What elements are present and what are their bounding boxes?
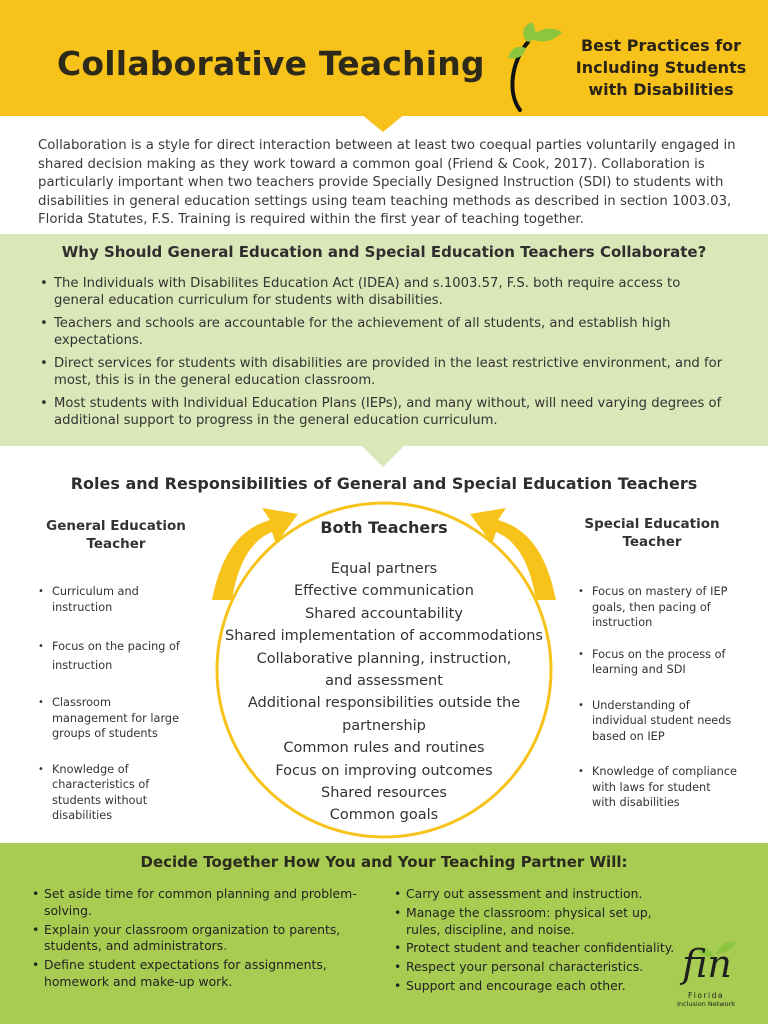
decide-title: Decide Together How You and Your Teaching Partner Will: — [140, 853, 628, 871]
both-item: Common goals — [329, 807, 439, 824]
fin-logo-line2: Inclusion Network — [676, 1000, 736, 1008]
general-teacher-list — [38, 584, 188, 824]
fin-logo-word: fin — [682, 942, 732, 986]
both-item: Additional responsibilities outside the partnership — [247, 695, 521, 734]
why-item: • Most students with Individual Education Plans (IEPs), and many without, will need varying degrees of additional support to progress in the general education curriculum. — [40, 396, 730, 429]
both-item: Shared resources — [321, 785, 447, 802]
special-item: • Understanding of individual student needs based on IEP — [578, 698, 738, 745]
special-teacher-list — [578, 584, 738, 811]
why-item: • The Individuals with Disabilites Education Act (IDEA) and s.1003.57, F.S. both require access to general education curriculum for students with disabilities. — [40, 276, 730, 309]
special-teacher-heading: Special Education Teacher — [584, 516, 720, 550]
both-item: Focus on improving outcomes — [275, 762, 493, 779]
general-item: • Classroom management for large groups of students — [38, 695, 188, 742]
why-item: • Teachers and schools are accountable for the achievement of all students, and establish high expectations. — [40, 316, 730, 349]
decide-right-list — [394, 886, 684, 997]
fin-logo — [676, 938, 746, 1018]
why-item: • Direct services for students with disabilities are provided in the least restrictive environment, and for most, this is in the general education classroom. — [40, 356, 730, 389]
roles-title: Roles and Responsibilities of General and Special Education Teachers — [70, 474, 698, 493]
both-teachers-list — [217, 558, 551, 827]
special-item: • Focus on mastery of IEP goals, then pacing of instruction — [578, 584, 738, 631]
special-item: • Knowledge of compliance with laws for student with disabilities — [578, 764, 738, 811]
both-item: Shared accountability — [305, 605, 463, 622]
both-item: Effective communication — [293, 583, 474, 600]
decide-item: • Define student expectations for assignments, homework and make-up work. — [32, 957, 372, 991]
general-item: • Knowledge of characteristics of students without disabilities — [38, 762, 188, 824]
decide-left-list — [32, 886, 372, 993]
decide-item: • Set aside time for common planning and problem-solving. — [32, 886, 372, 920]
general-item: • Curriculum and instruction — [38, 584, 188, 615]
header-banner — [0, 0, 768, 116]
decide-item: • Support and encourage each other. — [394, 978, 684, 995]
why-list — [40, 276, 730, 436]
both-item: Collaborative planning, instruction, and assessment — [256, 650, 512, 690]
general-teacher-heading: General Education Teacher — [46, 518, 186, 552]
why-notch — [361, 445, 405, 467]
both-item: Equal partners — [330, 561, 438, 577]
both-teachers-heading: Both Teachers — [320, 518, 448, 537]
decide-item: • Carry out assessment and instruction. — [394, 886, 684, 903]
fin-logo-line1: Florida — [687, 991, 724, 1000]
decide-item: • Respect your personal characteristics. — [394, 959, 684, 976]
header-notch — [361, 114, 405, 132]
intro-paragraph: Collaboration is a style for direct interaction between at least two coequal parties voluntarily engaged in shared decision making as they work toward a common goal (Friend & Cook, 2017). Collaboration is particularly important when two teachers provide Specially Designed Instruction (SDI) to students with disabilities in general education settings using team teaching methods as described in section 1003.03, Florida Statutes, F.S. Training is required within the first year of teaching together. — [38, 138, 736, 227]
why-title: Why Should General Education and Special Education Teachers Collaborate? — [61, 243, 707, 261]
both-item: Shared implementation of accommodations — [225, 628, 543, 645]
both-item: Common rules and routines — [283, 740, 485, 757]
general-item: • Focus on the pacing of instruction — [38, 637, 188, 675]
decide-section — [0, 843, 768, 1024]
decide-item: • Explain your classroom organization to parents, students, and administrators. — [32, 922, 372, 956]
why-section — [0, 234, 768, 446]
page-title: Collaborative Teaching — [57, 44, 485, 83]
decide-item: • Protect student and teacher confidentiality. — [394, 940, 684, 957]
special-item: • Focus on the process of learning and SDI — [578, 647, 738, 678]
page-subtitle: Best Practices for Including Students with Disabilities — [575, 36, 747, 99]
decide-item: • Manage the classroom: physical set up, rules, discipline, and noise. — [394, 905, 684, 939]
